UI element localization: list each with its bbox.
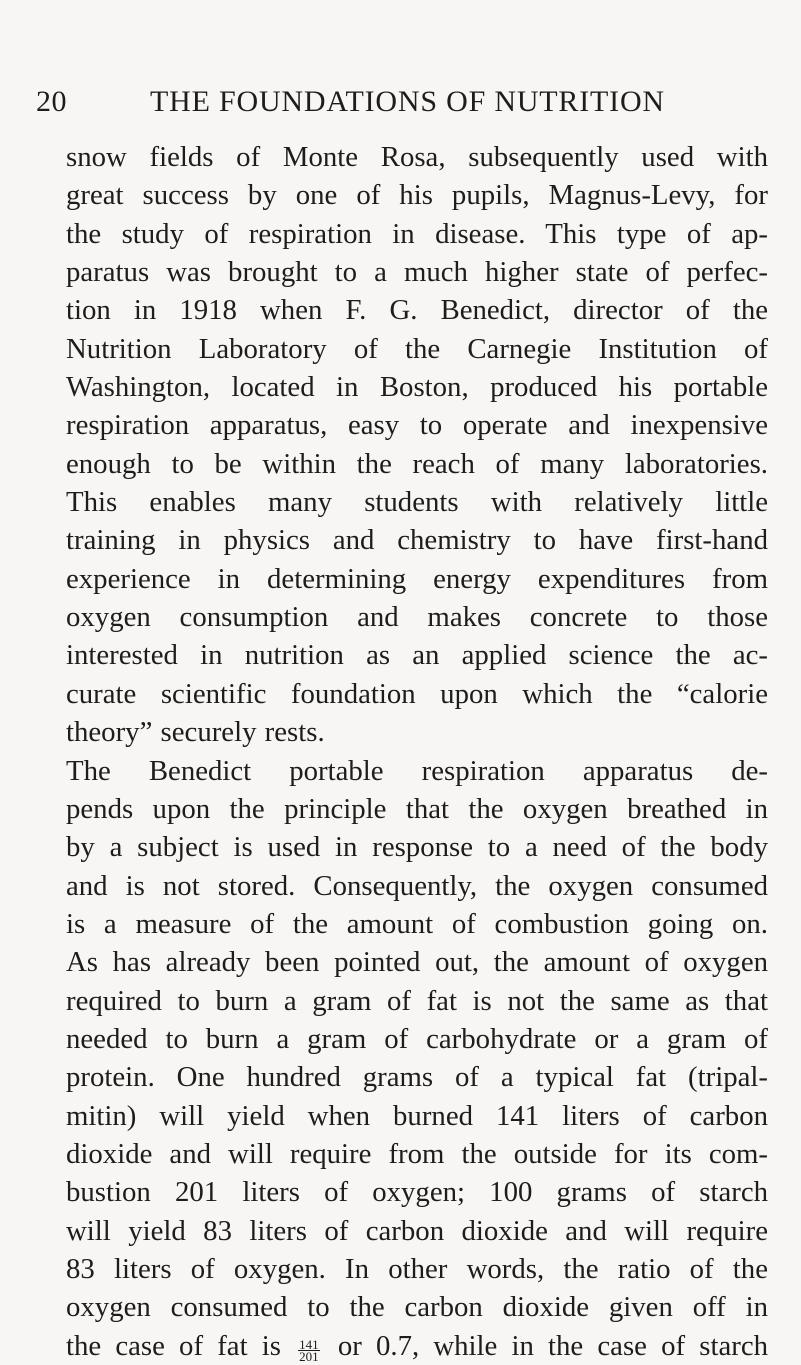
fraction-denominator: 201: [299, 1348, 319, 1364]
text-line: great success by one of his pupils, Magnus-Levy, for: [66, 179, 768, 212]
text-line: respiration apparatus, easy to operate and inexpensive: [66, 409, 768, 442]
fraction-numerator: 141: [299, 1336, 319, 1352]
text-line: 83 liters of oxygen. In other words, the ratio of the: [66, 1252, 768, 1285]
text-line: required to burn a gram of fat is not the same as that: [66, 984, 768, 1017]
text-line: Nutrition Laboratory of the Carnegie Institution of: [66, 332, 768, 365]
text-line: needed to burn a gram of carbohydrate or a gram of: [66, 1022, 768, 1055]
text-line: paratus was brought to a much higher state of perfec-: [66, 256, 768, 289]
fraction-line-end: or 0.7, while in the case of starch: [337, 1329, 768, 1362]
text-line: the study of respiration in disease. This type of ap-: [66, 217, 768, 250]
text-line: and is not stored. Consequently, the oxygen consumed: [66, 869, 768, 902]
fraction-line-start: the case of fat is: [66, 1329, 281, 1362]
text-line: oxygen consumption and makes concrete to those: [66, 601, 768, 634]
text-line: enough to be within the reach of many laboratories.: [66, 447, 768, 480]
text-line: theory” securely rests.: [66, 716, 325, 749]
text-line: protein. One hundred grams of a typical fat (tripal-: [66, 1061, 768, 1094]
page-number: 20: [36, 85, 67, 118]
text-line: As has already been pointed out, the amount of oxygen: [66, 946, 768, 979]
text-line: is a measure of the amount of combustion going on.: [66, 907, 768, 940]
text-line: The Benedict portable respiration apparatus de-: [66, 754, 768, 787]
text-line: curate scientific foundation upon which the “calorie: [66, 677, 768, 710]
body-text: [66, 138, 768, 1365]
text-line: pends upon the principle that the oxygen breathed in: [66, 792, 768, 825]
text-line: Washington, located in Boston, produced his portable: [66, 371, 768, 404]
text-line: This enables many students with relatively little: [66, 486, 768, 519]
text-line: will yield 83 liters of carbon dioxide and will require: [66, 1214, 768, 1247]
text-line: snow fields of Monte Rosa, subsequently used with: [66, 141, 768, 173]
text-line: oxygen consumed to the carbon dioxide given off in: [66, 1291, 768, 1324]
text-line: training in physics and chemistry to have first-hand: [66, 524, 768, 557]
text-line: experience in determining energy expenditures from: [66, 562, 768, 595]
text-line: mitin) will yield when burned 141 liters of carbon: [66, 1099, 768, 1132]
text-line: by a subject is used in response to a need of the body: [66, 831, 768, 864]
text-line: dioxide and will require from the outside for its com-: [66, 1137, 768, 1170]
text-line: tion in 1918 when F. G. Benedict, director of the: [66, 294, 768, 327]
text-line-with-fraction: [66, 1327, 768, 1365]
text-line: interested in nutrition as an applied science the ac-: [66, 639, 768, 672]
text-line: bustion 201 liters of oxygen; 100 grams of starch: [66, 1176, 768, 1209]
running-title: THE FOUNDATIONS OF NUTRITION: [150, 85, 665, 118]
fraction: [298, 1336, 320, 1364]
page-header: [36, 82, 776, 122]
